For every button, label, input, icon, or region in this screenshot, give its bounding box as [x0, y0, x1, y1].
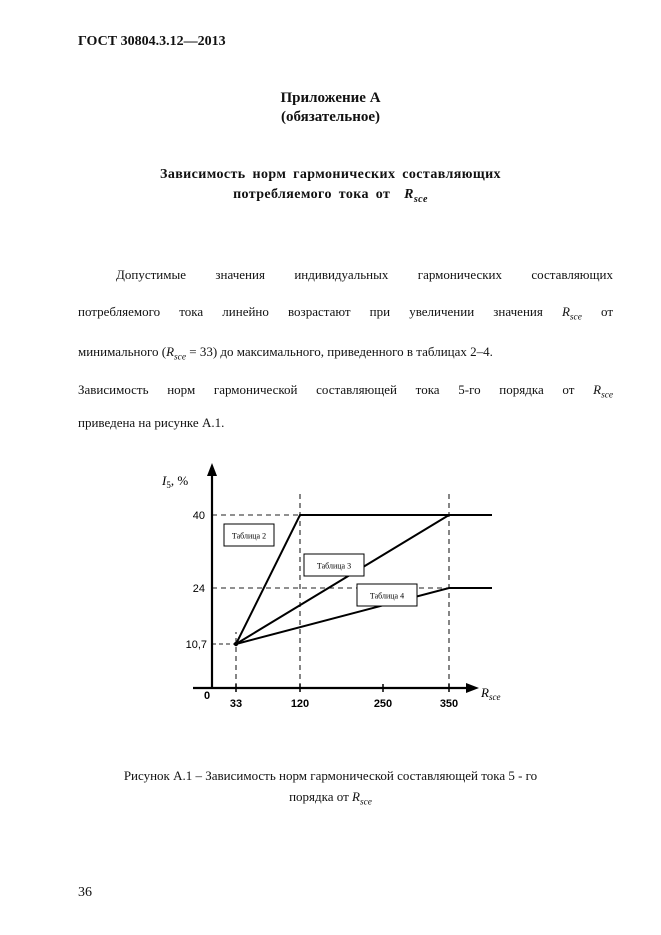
- x-tick-label: 33: [229, 698, 243, 710]
- body-line-3-b: = 33) до максимального, приведенного в таблицах 2–4.: [189, 344, 493, 359]
- rsce-symbol: $R_{sce}$: [561, 304, 582, 323]
- origin-label: 0: [203, 690, 211, 702]
- section-title-rsce: $R_{sce}$: [404, 187, 428, 205]
- rsce-symbol: $R_{sce}$: [166, 344, 186, 363]
- figure-caption-line2-text: порядка от: [289, 789, 349, 804]
- x-tick-label: 350: [439, 698, 459, 710]
- y-tick-label: 24: [192, 583, 205, 595]
- body-line-5: приведена на рисунке А.1.: [78, 415, 225, 430]
- body-line-2-end: от: [600, 304, 613, 319]
- legend-label-1: Таблица 2: [231, 531, 267, 541]
- y-tick-label: 40: [192, 510, 205, 522]
- figure-caption-rsce: $R_{sce}$: [352, 789, 372, 808]
- x-axis-arrow: [466, 683, 479, 693]
- y-axis-arrow: [207, 463, 217, 476]
- appendix-title: Приложение А: [280, 90, 381, 106]
- document-header: ГОСТ 30804.3.12—2013: [78, 34, 226, 49]
- body-line-2-text: потребляемого тока линейно возрастают при увеличении значения: [78, 304, 543, 319]
- x-axis-label: $R_{sce}$: [481, 685, 501, 702]
- body-line-4-text: Зависимость норм гармонической составляющей тока 5-го порядка от: [78, 382, 575, 397]
- start-point: [234, 642, 238, 646]
- appendix-note: (обязательное): [280, 109, 381, 125]
- body-line-1-text: Допустимые значения индивидуальных гармонических составляющих: [116, 267, 613, 282]
- x-tick-label: 250: [373, 698, 393, 710]
- legend-label-2: Таблица 3: [316, 561, 352, 571]
- y-axis-label: $I_5$, %: [162, 473, 189, 490]
- page-number: 36: [78, 885, 92, 900]
- legend-label-3: Таблица 4: [369, 591, 405, 601]
- body-line-3-a: минимального (: [78, 344, 167, 359]
- section-title-line2-text: потребляемого тока от: [233, 187, 391, 202]
- rsce-symbol: $R_{sce}$: [593, 382, 614, 401]
- figure-caption-line1: Рисунок А.1 – Зависимость норм гармонической составляющей тока 5 - го: [123, 768, 538, 783]
- section-title-line1: Зависимость норм гармонических составляющих: [160, 167, 501, 182]
- figure-caption-line2: [0, 789, 661, 808]
- y-tick-label: 10,7: [185, 639, 207, 651]
- x-tick-label: 120: [290, 698, 310, 710]
